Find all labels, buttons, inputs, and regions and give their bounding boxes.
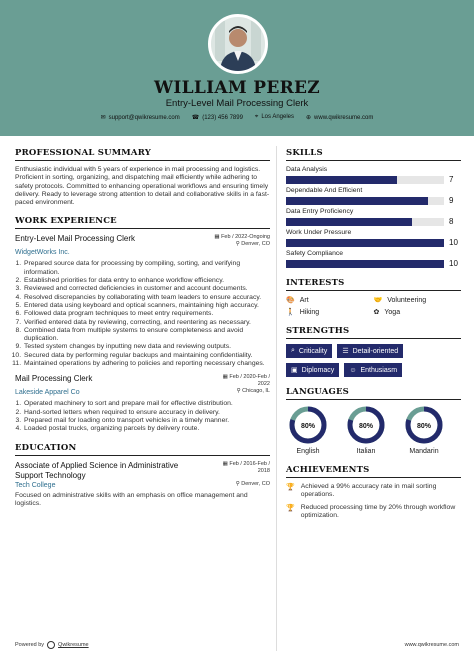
strength-tag: ▣ Diplomacy (286, 363, 339, 377)
skill-bar (286, 218, 444, 226)
language-ring (346, 405, 386, 445)
company-name: Lakeside Apparel Co (15, 389, 80, 397)
footer-site[interactable]: www.qwikresume.com (404, 642, 459, 648)
achievement-item: 🏆 Achieved a 99% accuracy rate in mail sorting operations. (286, 483, 437, 499)
mail-icon: ✉ (100, 115, 106, 121)
skill-bar-fill (286, 197, 428, 205)
skill-value: 9 (449, 196, 454, 205)
interest-item: 🤝 Volunteering (373, 296, 427, 304)
language-percent: 80% (416, 423, 432, 430)
language-percent: 80% (300, 423, 316, 430)
pin-icon: ⌖ (254, 114, 259, 120)
list-item: 1. Operated machinery to sort and prepare mail for effective distribution. (23, 400, 270, 408)
education-heading: EDUCATION (15, 443, 270, 456)
calendar-icon: ▦ (214, 234, 222, 241)
summary-text: Enthusiastic individual with 5 years of experience in mail processing and logistics. Proficient in sorting, organizing, and dispatching mail efficiently while adhering to safety protocols. Committed to enhancing operational workflows and ensuring timely delivery. Ready to leverage strong attention to detail and collaborative skills in a fast-paced environment. (15, 166, 270, 207)
job-title: Mail Processing Clerk (15, 374, 93, 384)
list-item: 11. Maintained operations by adhering to policies and reporting necessary changes. (23, 360, 270, 368)
skill-item: Data Entry Proficiency 8 (286, 208, 454, 226)
candidate-name: WILLIAM PEREZ (154, 78, 320, 98)
degree-title: Associate of Applied Science in Administrative Support Technology (15, 460, 179, 480)
contact-website[interactable]: ⊕ www.qwikresume.com (306, 115, 374, 121)
footer-brand-link[interactable]: Qwikresume (58, 642, 89, 648)
language-item (286, 405, 330, 455)
language-item (402, 405, 446, 455)
list-item: 1. Prepared source data for processing by compiling, sorting, and verifying information. (23, 260, 270, 277)
profile-photo (208, 14, 268, 74)
candidate-title: Entry-Level Mail Processing Clerk (165, 98, 309, 109)
interest-item: 🚶 Hiking (286, 308, 320, 316)
palette-icon: 🎨 (286, 297, 295, 304)
list-item: 2. Hand-sorted letters when required to ensure accuracy in delivery. (23, 409, 270, 417)
interest-item: ✿ Yoga (373, 308, 401, 316)
trophy-icon: 🏆 (286, 484, 295, 491)
list-item: 8. Combined data from multiple systems to ensure completeness and avoid duplication. (23, 327, 270, 344)
list-item: 4. Resolved discrepancies by collaborating with team leaders to ensure accuracy. (23, 294, 270, 302)
strength-tag: ☺ Enthusiasm (344, 363, 402, 377)
interests-heading: INTERESTS (286, 278, 461, 291)
left-column: PROFESSIONAL SUMMARY Enthusiastic individual with 5 years of experience in mail processing and logistics. Proficient in sorting, organizing, and dispatching mail efficiently while adhering to safety protocols. Committed to enhancing operational workflows and ensuring timely delivery. Ready to leverage strong attention to detail and collaborative skills in a fast-paced environment. WORK EXPERIENCE Entry-Level Mail Processing Clerk ▦ Feb / 2022-Ongoing ⚲ Denver, CO WidgetWorks Inc. 1. Prepared source data for processing by compiling, sorting, and verifying information. 2. Established priorities for data entry to enhance workflow efficiency. 3. Reviewed and corrected deficiencies in customer and account documents. 4. Resolved discrepancies by collaborating with team leaders to ensure accuracy. 5. Entered data using keyboard and optical scanners, maintaining high accuracy. 6. Followed data program techniques to meet entry requirements. 7. Verified entered data by reviewing, correcting, and reentering as necessary. 8. Combined data from multiple systems to ensure completeness and avoid duplication. 9. Tested system changes by inputting new data and reviewing outputs. 10. Secured data by performing regular backups and maintaining confidentiality. 11. Maintained operations by adhering to policies and reporting necessary changes. Mail Processing Clerk ▦ Feb / 2020-Feb / 2022 Lakeside Apparel Co ⚲ Chicago, IL 1. Operated machinery to sort and prepare mail for effective distribution. 2. Hand-sorted letters when required to ensure accuracy in delivery. 3. Prepared mail for loading onto transport vehicles in a timely manner. 4. Loaded postal trucks, organizing parcels by delivery route. EDUCATION Associate of Applied Science in Administrative Support Technology ▦ Feb / 2016-Feb / 2018 Tech College ⚲ Denver, CO Focused on administrative skills with an emphasis on office management and logistics. (15, 148, 270, 508)
achievements-heading: ACHIEVEMENTS (286, 465, 461, 478)
list-item: 2. Established priorities for data entry to enhance workflow efficiency. (23, 277, 270, 285)
contact-location: ⌖ Los Angeles (254, 114, 295, 120)
skill-item: Data Analysis 7 (286, 166, 454, 184)
skill-item: Safety Compliance 10 (286, 250, 458, 268)
pin-icon: ⚲ (235, 241, 242, 248)
languages-list (286, 405, 461, 455)
language-name: English (296, 448, 320, 455)
language-item (344, 405, 388, 455)
skill-bar (286, 197, 444, 205)
qwikresume-logo-icon (47, 641, 55, 649)
skill-bar (286, 260, 444, 268)
handshake-icon: 🤝 (373, 297, 383, 304)
skills-heading: SKILLS (286, 148, 461, 161)
achievement-item: 🏆 Reduced processing time by 20% through workflow optimization. (286, 503, 456, 519)
right-column (286, 148, 461, 524)
hiking-icon: 🚶 (286, 309, 295, 316)
list-item: 5. Entered data using keyboard and optical scanners, maintaining high accuracy. (23, 302, 270, 310)
job-bullets (23, 260, 270, 368)
language-name: Italian (356, 448, 376, 455)
job-1 (15, 234, 270, 368)
skill-value: 10 (449, 238, 458, 247)
contact-phone[interactable]: ☎ (123) 456 7899 (191, 115, 243, 121)
skill-bar-fill (286, 260, 444, 268)
school-name: Tech College (15, 481, 56, 489)
phone-icon: ☎ (191, 115, 200, 121)
list-item: 9. Tested system changes by inputting new data and reviewing outputs. (23, 343, 270, 351)
search-icon: ⌕ (291, 347, 295, 354)
interests-list (286, 296, 461, 316)
list-item: 6. Followed data program techniques to meet entry requirements. (23, 310, 270, 318)
skill-bar (286, 176, 444, 184)
strengths-list (286, 344, 461, 377)
pin-icon: ⚲ (235, 480, 242, 487)
skill-bar-fill (286, 176, 397, 184)
strength-tag: ⌕ Criticality (286, 344, 332, 358)
skill-bar (286, 239, 444, 247)
strengths-heading: STRENGTHS (286, 326, 461, 339)
job-meta: ▦ Feb / 2020-Feb / 2022 (222, 374, 270, 388)
globe-icon: ⊕ (306, 115, 312, 121)
company-name: WidgetWorks Inc. (15, 249, 70, 257)
languages-heading: LANGUAGES (286, 387, 461, 400)
interest-item: 🎨 Art (286, 296, 309, 304)
skill-value: 7 (449, 175, 454, 184)
list-item: 3. Prepared mail for loading onto transport vehicles in a timely manner. (23, 417, 270, 425)
list-item: 4. Loaded postal trucks, organizing parcels by delivery route. (23, 425, 270, 433)
skills-list (286, 166, 461, 268)
list-item: 10. Secured data by performing regular backups and maintaining confidentiality. (23, 352, 270, 360)
trophy-icon: 🏆 (286, 504, 295, 512)
achievements-list (286, 483, 461, 520)
skill-item: Work Under Pressure 10 (286, 229, 458, 247)
language-ring (404, 405, 444, 445)
job-meta: ▦ Feb / 2022-Ongoing ⚲ Denver, CO (214, 234, 270, 248)
column-divider (276, 146, 277, 651)
contact-line (0, 114, 474, 121)
header-band (0, 0, 474, 136)
calendar-icon: ▦ (222, 374, 230, 381)
summary-heading: PROFESSIONAL SUMMARY (15, 148, 270, 161)
education-meta: ▦ Feb / 2016-Feb / 2018 (222, 460, 270, 474)
footer-powered: Powered by Qwikresume (15, 642, 89, 648)
skill-item: Dependable And Efficient 9 (286, 187, 454, 205)
strength-tag: ☰ Detail-oriented (337, 344, 403, 358)
smile-icon: ☺ (349, 366, 357, 374)
language-percent: 80% (358, 423, 374, 430)
job-bullets (23, 400, 270, 433)
yoga-icon: ✿ (373, 309, 380, 316)
experience-heading: WORK EXPERIENCE (15, 216, 270, 229)
skill-bar-fill (286, 239, 444, 247)
language-name: Mandarin (409, 448, 439, 455)
list-item: 3. Reviewed and corrected deficiencies in customer and account documents. (23, 285, 270, 293)
language-ring (288, 405, 328, 445)
list-item: 7. Verified entered data by reviewing, correcting, and reentering as necessary. (23, 319, 270, 327)
pin-icon: ⚲ (236, 388, 243, 395)
list-icon: ☰ (342, 348, 349, 355)
skill-bar-fill (286, 218, 412, 226)
calendar-icon: ▦ (222, 460, 230, 467)
skill-value: 10 (449, 259, 458, 268)
job-2: Mail Processing Clerk ▦ Feb / 2020-Feb / 2022 Lakeside Apparel Co ⚲ Chicago, IL 1. Operated machinery to sort and prepare mail for effective distribution. 2. Hand-sorted letters when required to ensure accuracy in delivery. 3. Prepared mail for loading onto transport vehicles in a timely manner. 4. Loaded postal trucks, organizing parcels by delivery route. (15, 374, 270, 433)
skill-value: 8 (449, 217, 454, 226)
contact-email[interactable]: ✉ support@qwikresume.com (100, 115, 180, 121)
briefcase-icon: ▣ (291, 367, 298, 374)
education-text: Focused on administrative skills with an emphasis on office management and logistics. (15, 491, 248, 507)
job-title: Entry-Level Mail Processing Clerk (15, 234, 136, 244)
